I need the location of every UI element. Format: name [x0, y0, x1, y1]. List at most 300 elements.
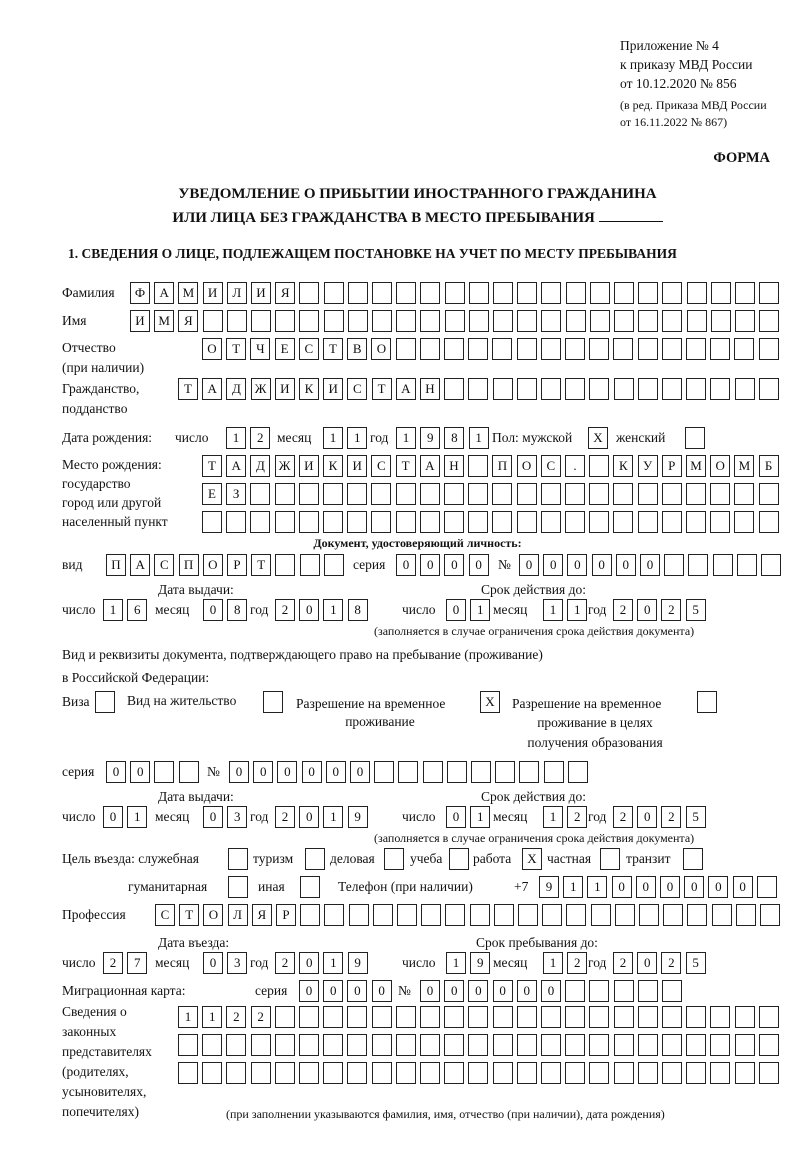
char-box[interactable]: 0	[444, 980, 464, 1002]
char-box[interactable]: 0	[277, 761, 297, 783]
patronymic-field[interactable]	[202, 338, 779, 360]
char-box[interactable]: П	[492, 455, 512, 477]
char-box[interactable]: Т	[372, 378, 392, 400]
char-box[interactable]	[662, 1034, 682, 1056]
char-box[interactable]	[492, 511, 512, 533]
char-box[interactable]: Т	[396, 455, 416, 477]
char-box[interactable]	[420, 282, 440, 304]
char-box[interactable]: 2	[275, 599, 295, 621]
char-box[interactable]	[178, 1034, 198, 1056]
char-box[interactable]	[541, 310, 561, 332]
char-box[interactable]	[420, 338, 440, 360]
char-box[interactable]: 0	[203, 952, 223, 974]
char-box[interactable]	[710, 1062, 730, 1084]
visa-checkbox[interactable]	[95, 691, 115, 713]
char-box[interactable]	[324, 310, 344, 332]
char-box[interactable]	[323, 511, 343, 533]
char-box[interactable]	[686, 378, 706, 400]
char-box[interactable]	[492, 338, 512, 360]
char-box[interactable]	[323, 483, 343, 505]
char-box[interactable]: 0	[684, 876, 704, 898]
char-box[interactable]	[444, 1062, 464, 1084]
temp-edu-checkbox[interactable]	[697, 691, 717, 713]
char-box[interactable]: И	[299, 455, 319, 477]
char-box[interactable]	[275, 1062, 295, 1084]
char-box[interactable]: И	[347, 455, 367, 477]
purpose-transit-checkbox[interactable]	[683, 848, 703, 870]
char-box[interactable]: 2	[251, 1006, 271, 1028]
char-box[interactable]	[396, 310, 416, 332]
char-box[interactable]	[757, 876, 777, 898]
char-box[interactable]: 9	[539, 876, 559, 898]
char-box[interactable]	[544, 761, 564, 783]
char-box[interactable]	[568, 761, 588, 783]
char-box[interactable]: 1	[202, 1006, 222, 1028]
char-box[interactable]	[444, 378, 464, 400]
char-box[interactable]	[737, 554, 757, 576]
char-box[interactable]	[517, 1006, 537, 1028]
char-box[interactable]: О	[710, 455, 730, 477]
char-box[interactable]	[638, 980, 658, 1002]
char-box[interactable]	[759, 1062, 779, 1084]
char-box[interactable]	[373, 904, 393, 926]
char-box[interactable]	[517, 338, 537, 360]
char-box[interactable]: 9	[470, 952, 490, 974]
char-box[interactable]: У	[638, 455, 658, 477]
char-box[interactable]: С	[299, 338, 319, 360]
char-box[interactable]	[372, 282, 392, 304]
char-box[interactable]	[565, 378, 585, 400]
char-box[interactable]: 5	[686, 599, 706, 621]
char-box[interactable]: 0	[612, 876, 632, 898]
char-box[interactable]: 1	[323, 952, 343, 974]
char-box[interactable]	[638, 1062, 658, 1084]
char-box[interactable]: О	[517, 455, 537, 477]
purpose-official-checkbox[interactable]	[228, 848, 248, 870]
char-box[interactable]: С	[155, 904, 175, 926]
char-box[interactable]	[226, 1062, 246, 1084]
char-box[interactable]	[493, 378, 513, 400]
entry-month-field[interactable]	[203, 952, 247, 974]
char-box[interactable]: Т	[202, 455, 222, 477]
char-box[interactable]: 0	[299, 806, 319, 828]
char-box[interactable]	[686, 1006, 706, 1028]
char-box[interactable]	[662, 483, 682, 505]
char-box[interactable]	[420, 310, 440, 332]
char-box[interactable]: 0	[637, 599, 657, 621]
char-box[interactable]	[347, 1034, 367, 1056]
char-box[interactable]: К	[613, 455, 633, 477]
char-box[interactable]	[589, 338, 609, 360]
char-box[interactable]	[614, 1034, 634, 1056]
char-box[interactable]	[713, 554, 733, 576]
char-box[interactable]	[179, 761, 199, 783]
char-box[interactable]	[348, 282, 368, 304]
char-box[interactable]	[444, 338, 464, 360]
char-box[interactable]	[469, 310, 489, 332]
right-number-field[interactable]	[229, 761, 588, 783]
char-box[interactable]: 0	[299, 952, 319, 974]
char-box[interactable]: 2	[613, 599, 633, 621]
char-box[interactable]	[493, 282, 513, 304]
char-box[interactable]	[299, 310, 319, 332]
char-box[interactable]	[615, 904, 635, 926]
char-box[interactable]: С	[541, 455, 561, 477]
char-box[interactable]	[710, 1006, 730, 1028]
char-box[interactable]	[347, 1006, 367, 1028]
char-box[interactable]	[226, 511, 246, 533]
char-box[interactable]	[299, 511, 319, 533]
char-box[interactable]	[638, 338, 658, 360]
char-box[interactable]	[614, 980, 634, 1002]
char-box[interactable]	[468, 1062, 488, 1084]
char-box[interactable]	[250, 511, 270, 533]
char-box[interactable]: 2	[250, 427, 270, 449]
char-box[interactable]: 3	[227, 952, 247, 974]
char-box[interactable]	[471, 761, 491, 783]
char-box[interactable]	[468, 1006, 488, 1028]
char-box[interactable]	[662, 1062, 682, 1084]
char-box[interactable]: 2	[661, 599, 681, 621]
char-box[interactable]: 1	[178, 1006, 198, 1028]
char-box[interactable]	[542, 904, 562, 926]
char-box[interactable]	[518, 904, 538, 926]
char-box[interactable]: 2	[567, 952, 587, 974]
char-box[interactable]	[324, 904, 344, 926]
char-box[interactable]: 0	[130, 761, 150, 783]
char-box[interactable]	[735, 310, 755, 332]
reps-field-1[interactable]	[178, 1006, 779, 1028]
char-box[interactable]: 1	[567, 599, 587, 621]
char-box[interactable]	[275, 554, 295, 576]
char-box[interactable]	[468, 455, 488, 477]
char-box[interactable]	[397, 904, 417, 926]
char-box[interactable]: Я	[275, 282, 295, 304]
doc-valid-month-field[interactable]	[543, 599, 587, 621]
char-box[interactable]	[759, 511, 779, 533]
char-box[interactable]	[565, 980, 585, 1002]
char-box[interactable]	[396, 1062, 416, 1084]
char-box[interactable]	[517, 378, 537, 400]
char-box[interactable]: 1	[323, 427, 343, 449]
char-box[interactable]: Н	[420, 378, 440, 400]
char-box[interactable]: З	[226, 483, 246, 505]
char-box[interactable]	[470, 904, 490, 926]
char-box[interactable]: 0	[253, 761, 273, 783]
right-issue-year-field[interactable]	[275, 806, 368, 828]
right-issue-month-field[interactable]	[203, 806, 247, 828]
char-box[interactable]	[374, 761, 394, 783]
char-box[interactable]	[299, 483, 319, 505]
char-box[interactable]: 0	[299, 980, 319, 1002]
char-box[interactable]: 1	[543, 599, 563, 621]
char-box[interactable]: 0	[350, 761, 370, 783]
char-box[interactable]	[686, 338, 706, 360]
char-box[interactable]: 5	[686, 952, 706, 974]
char-box[interactable]	[664, 554, 684, 576]
stay-day-field[interactable]	[446, 952, 490, 974]
purpose-tourism-checkbox[interactable]	[305, 848, 325, 870]
char-box[interactable]	[251, 1034, 271, 1056]
char-box[interactable]: 5	[686, 806, 706, 828]
char-box[interactable]: 0	[396, 554, 416, 576]
birth-month-field[interactable]	[323, 427, 367, 449]
char-box[interactable]	[396, 1034, 416, 1056]
char-box[interactable]	[565, 483, 585, 505]
char-box[interactable]	[662, 282, 682, 304]
char-box[interactable]: 0	[543, 554, 563, 576]
birth-year-field[interactable]	[396, 427, 489, 449]
char-box[interactable]	[590, 282, 610, 304]
char-box[interactable]: 8	[227, 599, 247, 621]
char-box[interactable]	[662, 338, 682, 360]
char-box[interactable]	[710, 1034, 730, 1056]
char-box[interactable]	[154, 761, 174, 783]
surname-field[interactable]	[130, 282, 779, 304]
char-box[interactable]: 0	[302, 761, 322, 783]
char-box[interactable]	[710, 378, 730, 400]
char-box[interactable]: А	[130, 554, 150, 576]
char-box[interactable]: 1	[563, 876, 583, 898]
char-box[interactable]: 0	[347, 980, 367, 1002]
purpose-work-checkbox[interactable]: X	[522, 848, 542, 870]
char-box[interactable]	[735, 1006, 755, 1028]
char-box[interactable]	[323, 1062, 343, 1084]
char-box[interactable]	[347, 511, 367, 533]
char-box[interactable]: Ж	[275, 455, 295, 477]
char-box[interactable]	[759, 282, 779, 304]
char-box[interactable]: А	[226, 455, 246, 477]
char-box[interactable]: .	[565, 455, 585, 477]
char-box[interactable]	[639, 904, 659, 926]
char-box[interactable]	[614, 1006, 634, 1028]
char-box[interactable]: 1	[396, 427, 416, 449]
char-box[interactable]	[565, 1006, 585, 1028]
char-box[interactable]	[372, 310, 392, 332]
char-box[interactable]	[396, 483, 416, 505]
char-box[interactable]: О	[203, 554, 223, 576]
char-box[interactable]	[445, 904, 465, 926]
char-box[interactable]	[396, 282, 416, 304]
char-box[interactable]: К	[323, 455, 343, 477]
char-box[interactable]	[638, 378, 658, 400]
char-box[interactable]: 1	[470, 806, 490, 828]
char-box[interactable]	[202, 1034, 222, 1056]
char-box[interactable]: 2	[103, 952, 123, 974]
char-box[interactable]	[226, 1034, 246, 1056]
char-box[interactable]	[735, 1062, 755, 1084]
char-box[interactable]	[662, 511, 682, 533]
char-box[interactable]	[251, 1062, 271, 1084]
char-box[interactable]	[541, 378, 561, 400]
char-box[interactable]	[299, 1062, 319, 1084]
char-box[interactable]: Б	[759, 455, 779, 477]
char-box[interactable]	[734, 511, 754, 533]
char-box[interactable]: И	[323, 378, 343, 400]
char-box[interactable]	[299, 1034, 319, 1056]
char-box[interactable]	[565, 1062, 585, 1084]
char-box[interactable]: И	[130, 310, 150, 332]
char-box[interactable]	[493, 1034, 513, 1056]
char-box[interactable]	[420, 1006, 440, 1028]
char-box[interactable]: 0	[660, 876, 680, 898]
char-box[interactable]	[566, 310, 586, 332]
char-box[interactable]: 1	[543, 952, 563, 974]
char-box[interactable]	[444, 1034, 464, 1056]
doc-valid-day-field[interactable]	[446, 599, 490, 621]
char-box[interactable]	[759, 1034, 779, 1056]
char-box[interactable]: Ф	[130, 282, 150, 304]
char-box[interactable]: 1	[446, 952, 466, 974]
char-box[interactable]	[759, 310, 779, 332]
purpose-other-checkbox[interactable]	[300, 876, 320, 898]
char-box[interactable]	[541, 483, 561, 505]
char-box[interactable]	[541, 1006, 561, 1028]
char-box[interactable]	[566, 282, 586, 304]
char-box[interactable]	[324, 554, 344, 576]
char-box[interactable]: 0	[420, 980, 440, 1002]
char-box[interactable]	[493, 1062, 513, 1084]
char-box[interactable]	[445, 282, 465, 304]
char-box[interactable]: А	[202, 378, 222, 400]
char-box[interactable]	[760, 904, 780, 926]
char-box[interactable]	[711, 282, 731, 304]
char-box[interactable]	[178, 1062, 198, 1084]
sex-male-checkbox[interactable]: X	[588, 427, 608, 449]
char-box[interactable]: 0	[469, 554, 489, 576]
char-box[interactable]: 9	[348, 806, 368, 828]
char-box[interactable]: 0	[616, 554, 636, 576]
char-box[interactable]	[541, 1034, 561, 1056]
char-box[interactable]	[589, 1006, 609, 1028]
char-box[interactable]	[300, 904, 320, 926]
char-box[interactable]	[517, 1034, 537, 1056]
char-box[interactable]	[275, 483, 295, 505]
char-box[interactable]: 0	[299, 599, 319, 621]
char-box[interactable]: 0	[103, 806, 123, 828]
char-box[interactable]: 2	[567, 806, 587, 828]
char-box[interactable]: 0	[519, 554, 539, 576]
birthplace-field-1[interactable]	[202, 455, 779, 477]
char-box[interactable]	[663, 904, 683, 926]
stay-year-field[interactable]	[613, 952, 706, 974]
right-series-field[interactable]	[106, 761, 199, 783]
char-box[interactable]: 0	[446, 599, 466, 621]
reps-field-2[interactable]	[178, 1034, 779, 1056]
char-box[interactable]: И	[203, 282, 223, 304]
char-box[interactable]	[638, 511, 658, 533]
char-box[interactable]	[468, 338, 488, 360]
char-box[interactable]: 0	[323, 980, 343, 1002]
char-box[interactable]: 0	[444, 554, 464, 576]
char-box[interactable]	[420, 511, 440, 533]
char-box[interactable]: 9	[348, 952, 368, 974]
char-box[interactable]	[735, 1034, 755, 1056]
char-box[interactable]: С	[154, 554, 174, 576]
char-box[interactable]	[613, 338, 633, 360]
birthplace-field-3[interactable]	[202, 511, 779, 533]
char-box[interactable]	[541, 338, 561, 360]
char-box[interactable]	[468, 1034, 488, 1056]
char-box[interactable]: 2	[275, 806, 295, 828]
char-box[interactable]	[349, 904, 369, 926]
char-box[interactable]	[517, 282, 537, 304]
char-box[interactable]: 0	[567, 554, 587, 576]
char-box[interactable]	[686, 511, 706, 533]
char-box[interactable]: А	[396, 378, 416, 400]
char-box[interactable]	[420, 1034, 440, 1056]
char-box[interactable]: 1	[587, 876, 607, 898]
char-box[interactable]	[468, 511, 488, 533]
char-box[interactable]	[735, 378, 755, 400]
char-box[interactable]: 0	[637, 806, 657, 828]
char-box[interactable]: О	[203, 904, 223, 926]
char-box[interactable]: А	[420, 455, 440, 477]
char-box[interactable]: 0	[203, 806, 223, 828]
char-box[interactable]	[444, 511, 464, 533]
reps-field-3[interactable]	[178, 1062, 779, 1084]
char-box[interactable]	[686, 483, 706, 505]
birth-day-field[interactable]	[226, 427, 270, 449]
char-box[interactable]: К	[299, 378, 319, 400]
char-box[interactable]: 9	[420, 427, 440, 449]
char-box[interactable]	[275, 1034, 295, 1056]
citizenship-field[interactable]	[178, 378, 779, 400]
char-box[interactable]: 0	[640, 554, 660, 576]
char-box[interactable]	[565, 338, 585, 360]
right-valid-day-field[interactable]	[446, 806, 490, 828]
char-box[interactable]: П	[106, 554, 126, 576]
right-valid-year-field[interactable]	[613, 806, 706, 828]
char-box[interactable]	[275, 511, 295, 533]
char-box[interactable]	[423, 761, 443, 783]
char-box[interactable]: 0	[326, 761, 346, 783]
char-box[interactable]	[662, 378, 682, 400]
char-box[interactable]: О	[202, 338, 222, 360]
char-box[interactable]	[589, 378, 609, 400]
char-box[interactable]	[396, 1006, 416, 1028]
char-box[interactable]: 1	[323, 599, 343, 621]
char-box[interactable]: 0	[541, 980, 561, 1002]
char-box[interactable]	[202, 511, 222, 533]
char-box[interactable]: А	[154, 282, 174, 304]
char-box[interactable]	[614, 310, 634, 332]
char-box[interactable]	[517, 511, 537, 533]
purpose-humanitarian-checkbox[interactable]	[228, 876, 248, 898]
char-box[interactable]	[444, 1006, 464, 1028]
profession-field[interactable]	[155, 904, 780, 926]
char-box[interactable]: Д	[226, 378, 246, 400]
char-box[interactable]	[347, 483, 367, 505]
char-box[interactable]	[275, 1006, 295, 1028]
char-box[interactable]	[445, 310, 465, 332]
char-box[interactable]	[347, 1062, 367, 1084]
char-box[interactable]: И	[275, 378, 295, 400]
char-box[interactable]	[565, 1034, 585, 1056]
char-box[interactable]	[589, 1062, 609, 1084]
char-box[interactable]	[300, 554, 320, 576]
char-box[interactable]: М	[154, 310, 174, 332]
char-box[interactable]: Ж	[251, 378, 271, 400]
char-box[interactable]: С	[371, 455, 391, 477]
char-box[interactable]	[662, 1006, 682, 1028]
char-box[interactable]: 0	[420, 554, 440, 576]
char-box[interactable]	[275, 310, 295, 332]
char-box[interactable]: Д	[250, 455, 270, 477]
char-box[interactable]	[517, 1062, 537, 1084]
char-box[interactable]	[468, 378, 488, 400]
char-box[interactable]	[444, 483, 464, 505]
